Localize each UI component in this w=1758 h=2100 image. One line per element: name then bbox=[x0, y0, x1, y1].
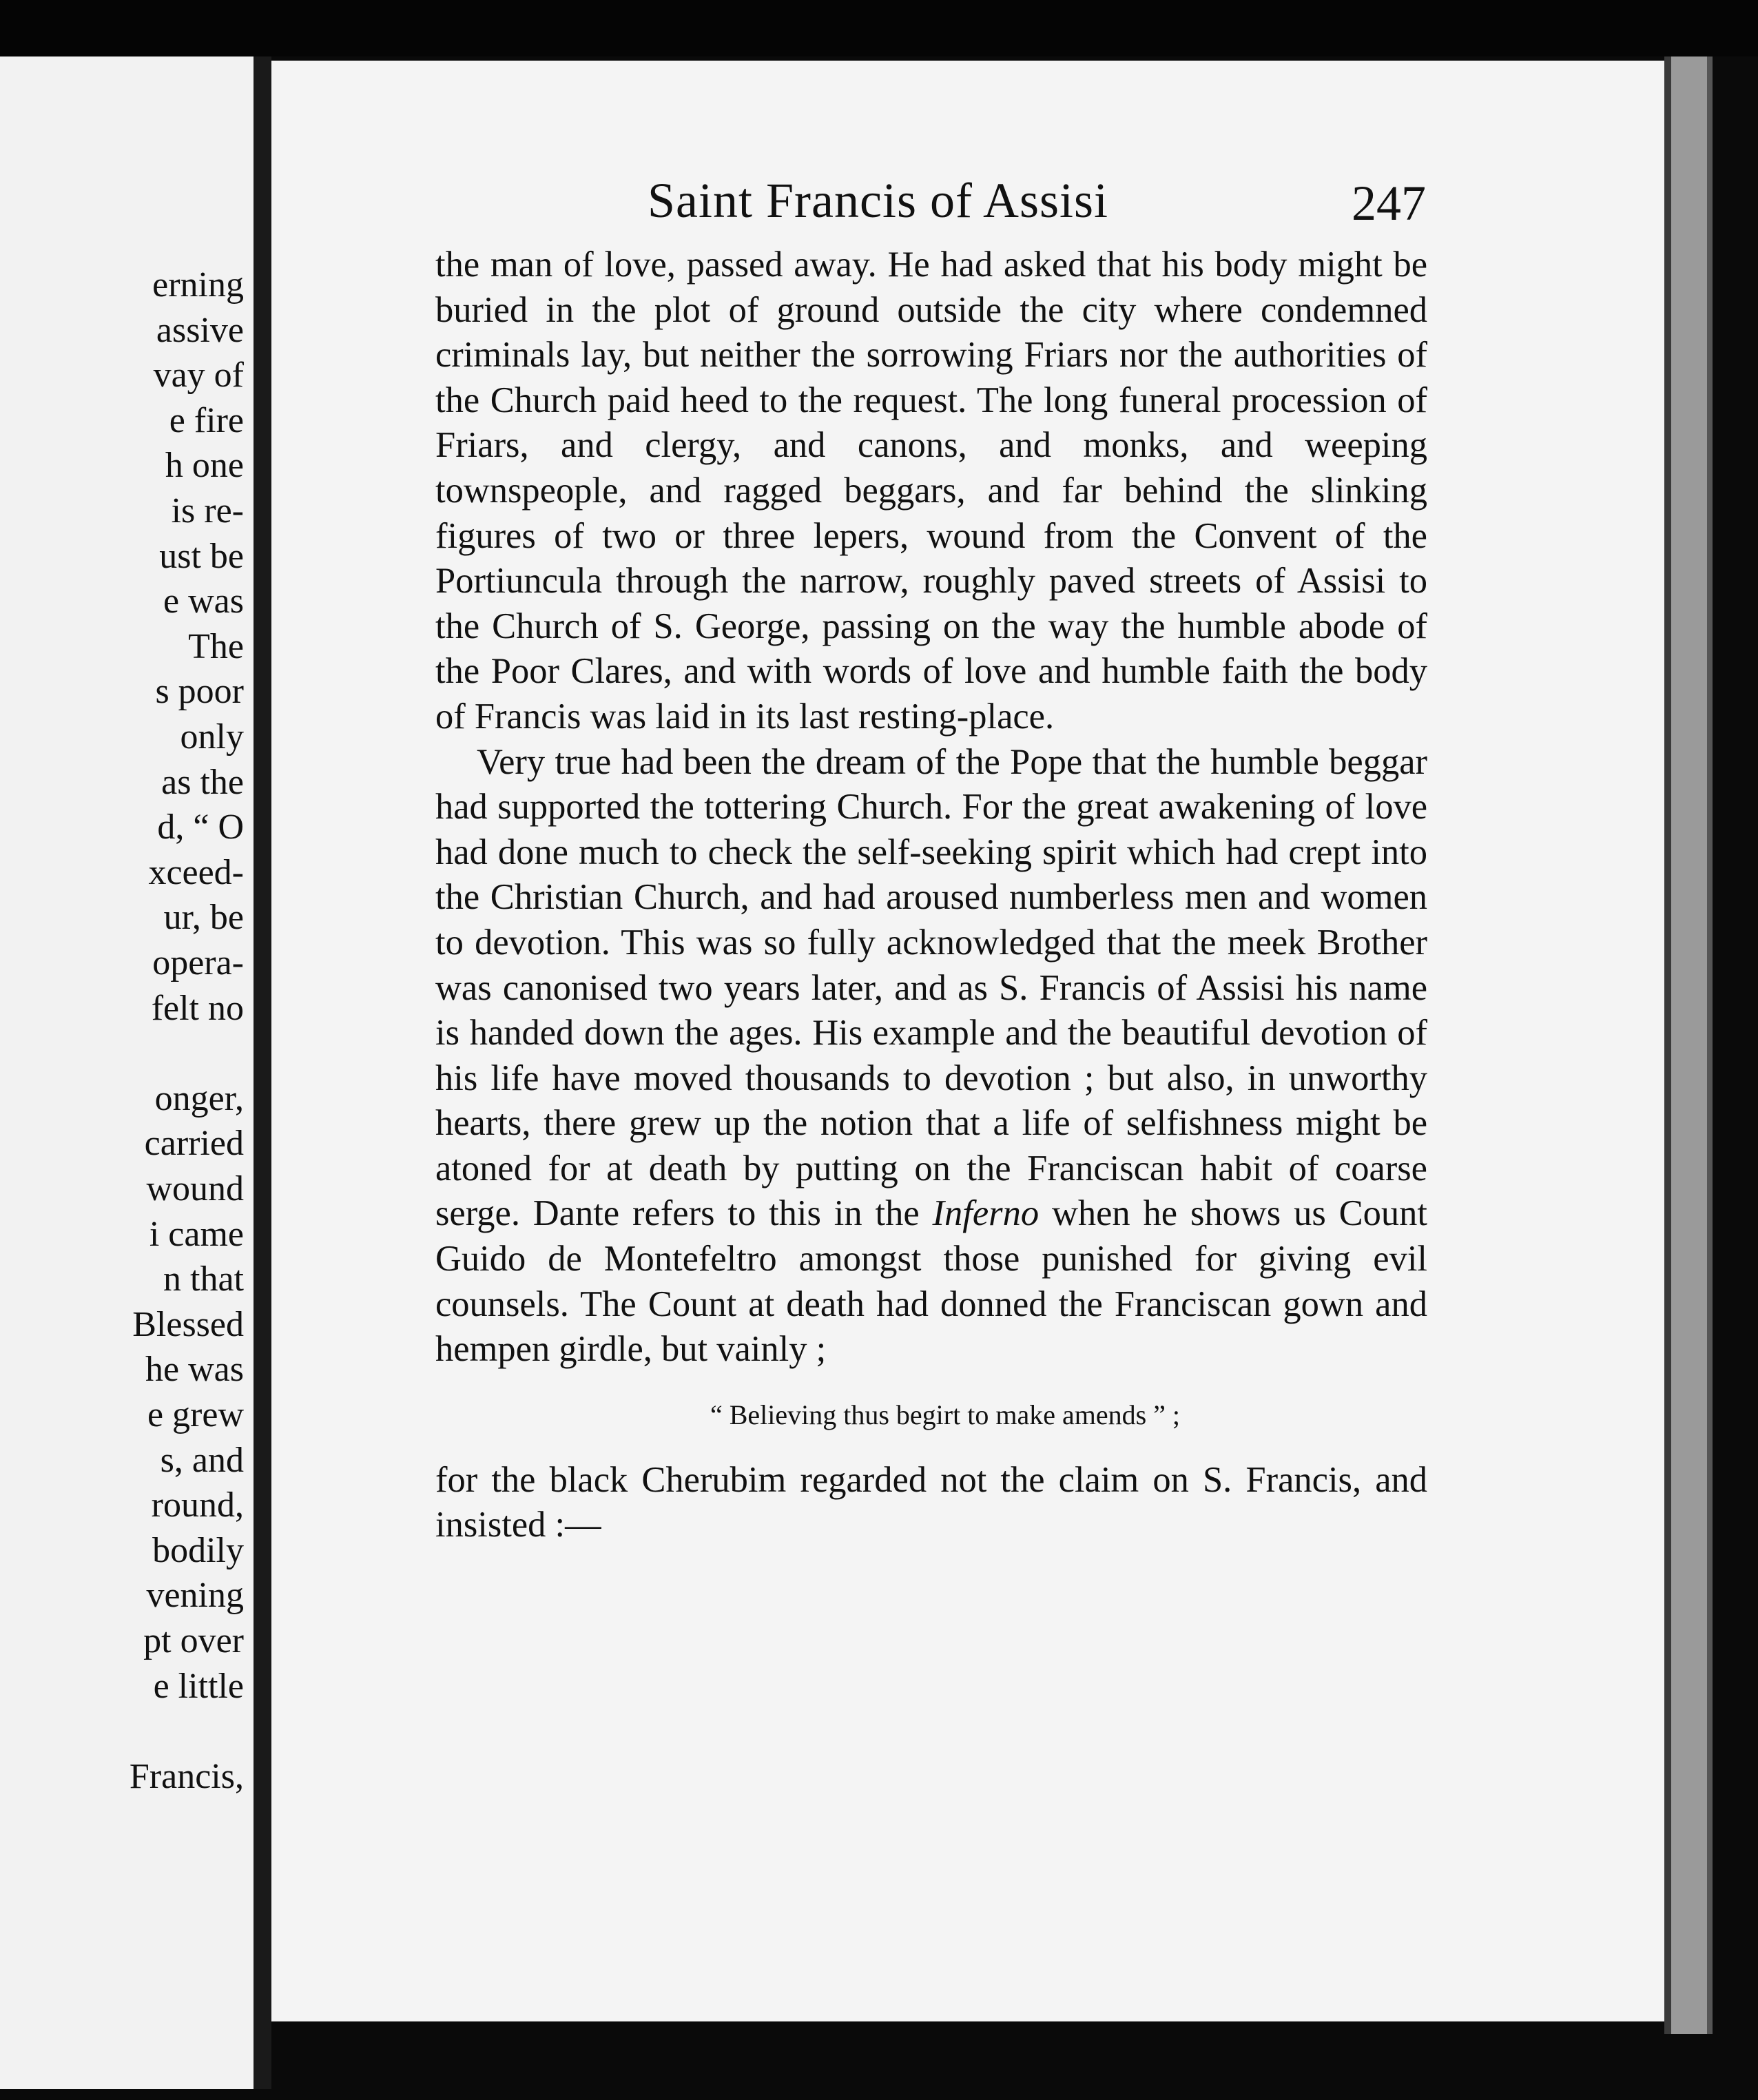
paragraph-2 bbox=[435, 740, 1427, 1372]
left-page-fragment: vay of bbox=[153, 356, 244, 395]
scan-border-top bbox=[0, 0, 1758, 56]
left-page-fragment: is re- bbox=[171, 491, 244, 531]
left-page-fragment: he was bbox=[145, 1350, 244, 1390]
paragraph-2-text-a: Very true had been the dream of the Pope that the humble beggar had supported the tottering Church. For the great awakening of love had done much to check the self-seeking spirit which had crept into the Christian Church, and had aroused numberless men and women to devotion. This was so fully acknowledged that the meek Brother was canonised two years later, and as S. Francis of Assisi his name is handed down the ages. His example and the beautiful devotion of his life have moved thousands to devotion ; but also, in unworthy hearts, there grew up the notion that a life of selfishness might be atoned for at death by putting on the Franciscan habit of coarse serge. Dante refers to this in the bbox=[435, 741, 1427, 1234]
body-text bbox=[435, 243, 1427, 1548]
left-page-fragment: e was bbox=[163, 581, 244, 621]
left-page-fragment: erning bbox=[152, 265, 244, 305]
left-page-fragment: e fire bbox=[169, 400, 244, 440]
left-page bbox=[0, 56, 258, 2089]
paragraph-2-text-b: when he shows us Count Guido de Montefeltro amongst those punished for giving evil counsels. The Count at death had donned the Franciscan gown and hempen girdle, but vainly ; bbox=[435, 1193, 1428, 1370]
paragraph-3: for the black Cherubim regarded not the claim on S. Francis, and insisted :— bbox=[435, 1459, 1427, 1545]
left-page-fragment: n that bbox=[163, 1259, 244, 1299]
left-page-fragment: xceed- bbox=[148, 852, 244, 892]
left-page-fragment: d, “ O bbox=[157, 807, 244, 847]
left-page-fragment: s poor bbox=[155, 672, 244, 712]
left-page-fragment: wound bbox=[146, 1169, 244, 1208]
book-gutter bbox=[254, 56, 271, 2089]
left-page-fragment: carried bbox=[144, 1124, 244, 1164]
left-page-fragment: The bbox=[188, 626, 244, 666]
left-page-fragment: felt no bbox=[151, 988, 244, 1028]
left-page-fragment: ust be bbox=[159, 536, 244, 576]
left-page-fragment: Francis, bbox=[129, 1756, 244, 1796]
page-edges bbox=[1664, 56, 1713, 2034]
left-page-fragment: i came bbox=[149, 1214, 244, 1254]
paragraph-1: the man of love, passed away. He had asked that his body might be buried in the plot of ground outside the city where condemned criminals lay, but neither the sorrowing Friars nor the authorities of the Church paid heed to the request. The long funeral procession of Friars, and clergy, and canons, and monks, and weeping townspeople, and ragged beggars, and far behind the slinking figures of two or three lepers, wound from the Convent of the Portiuncula through the narrow, roughly paved streets of Assisi to the Church of S. George, passing on the way the humble abode of the Poor Clares, and with words of love and humble faith the body of Francis was laid in its last resting-place. bbox=[435, 245, 1427, 737]
left-page-fragment: e grew bbox=[147, 1395, 244, 1434]
block-quote: “ Believing thus begirt to make amends ” ; bbox=[710, 1399, 1181, 1430]
left-page-fragment: only bbox=[180, 717, 244, 756]
left-page-fragment: onger, bbox=[154, 1078, 244, 1118]
left-page-fragment: ur, be bbox=[163, 898, 244, 938]
running-head-title: Saint Francis of Assisi bbox=[648, 173, 1109, 228]
left-page-fragment: s, and bbox=[160, 1440, 244, 1480]
left-page-fragment: bodily bbox=[152, 1530, 244, 1570]
left-page-fragment: opera- bbox=[152, 943, 244, 982]
inferno-title: Inferno bbox=[932, 1193, 1040, 1234]
left-page-fragment: as the bbox=[161, 762, 244, 802]
left-page-fragment: h one bbox=[165, 446, 244, 486]
left-page-fragment: round, bbox=[151, 1485, 244, 1525]
running-head bbox=[648, 169, 1426, 231]
left-page-fragment: e little bbox=[153, 1666, 244, 1706]
left-page-fragment: vening bbox=[146, 1576, 244, 1616]
page-number: 247 bbox=[1352, 176, 1426, 231]
left-page-fragment: assive bbox=[156, 310, 244, 350]
left-page-fragment: pt over bbox=[143, 1621, 244, 1660]
left-page-fragment: Blessed bbox=[132, 1304, 244, 1344]
